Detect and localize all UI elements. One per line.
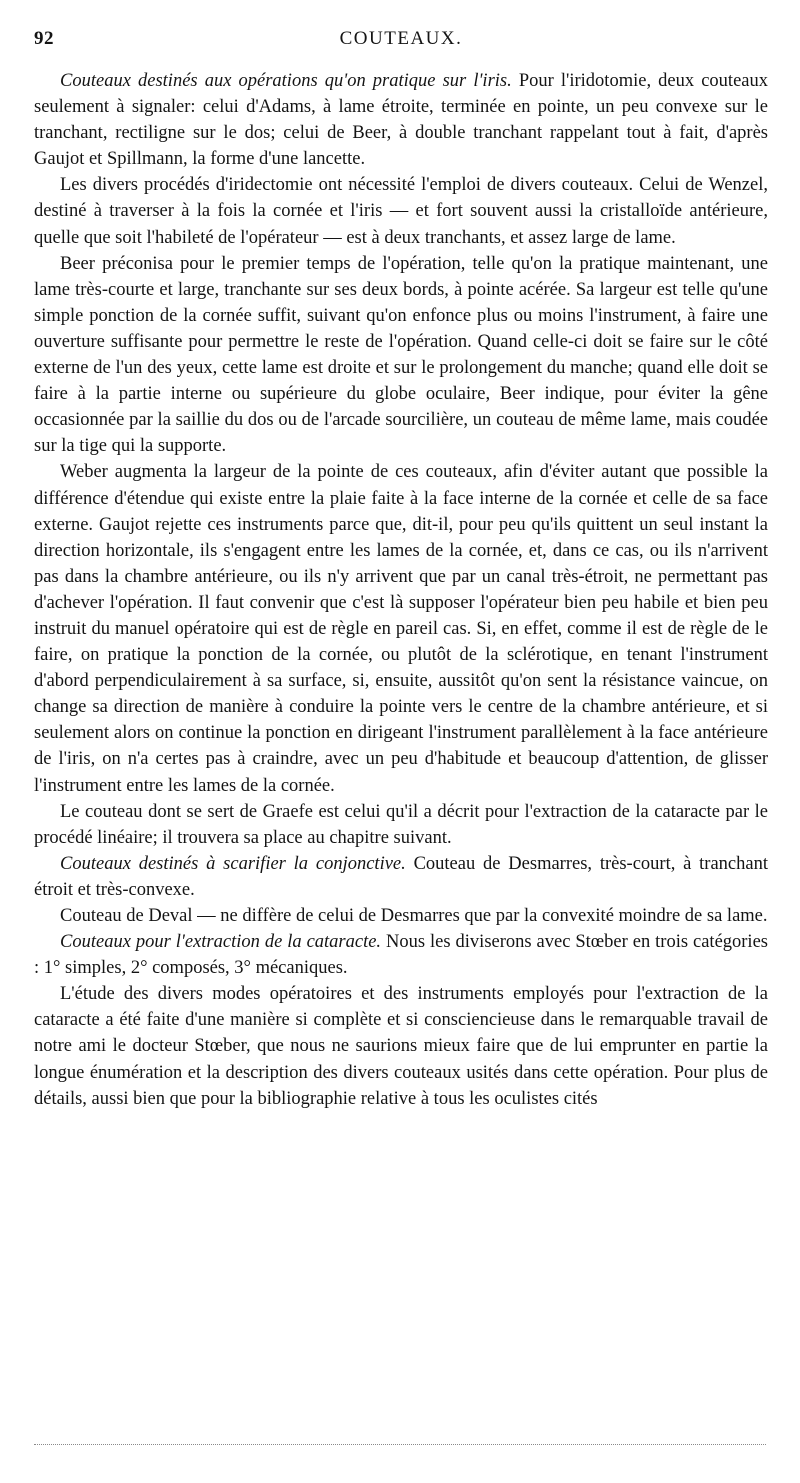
paragraph-text: Le couteau dont se sert de Graefe est celui qu'il a décrit pour l'extraction de la cataracte par le procédé linéaire; il trouvera sa place au chapitre suivant. (34, 801, 768, 848)
paragraph-text: Nous les diviserons avec Stœber en trois catégories : 1° simples, 2° composés, 3° mécaniques. (34, 932, 768, 979)
paragraph-text: Pour l'iridotomie, deux couteaux seulement à signaler: celui d'Adams, à lame étroite, terminée en pointe, un peu convexe sur le tranchant, rectiligne sur le dos; celui de Beer, à double tranchant rappelant tout à fait, d'après Gaujot et Spillmann, la forme d'une lancette. (34, 71, 768, 170)
paragraph-text: Beer préconisa pour le premier temps de l'opération, telle qu'on la pratique maintenant, une lame très-courte et large, tranchante sur ses deux bords, à pointe acérée. Sa largeur est telle qu'une simple ponction de la cornée suffit, suivant qu'on enfonce plus ou moins l'instrument, à faire une ouverture suffisante pour permettre le reste de l'opération. Quand celle-ci doit se faire sur le côté externe de l'un des yeux, cette lame est droite et sur le prolongement du manche; quand elle doit se faire à la partie interne ou supérieure du globe oculaire, Beer indique, pour éviter la gêne occasionnée par la saillie du dos ou de l'arcade sourcilière, un couteau de même lame, mais coudée sur la tige qui la supporte. (34, 253, 768, 457)
paragraph-text: Couteau de Desmarres, très-court, à tranchant étroit et très-convexe. (34, 853, 768, 900)
paragraph-beer (34, 251, 768, 460)
section-heading-cataract: Couteaux pour l'extraction de la cataracte. (60, 932, 382, 953)
running-header (34, 28, 768, 54)
paragraph-graefe (34, 799, 768, 851)
paragraph-conjunctiva (34, 851, 768, 903)
footer-dotted-rule (34, 1444, 766, 1445)
paragraph-deval (34, 903, 768, 929)
paragraph-text: Weber augmenta la largeur de la pointe de ces couteaux, afin d'éviter autant que possible la différence d'étendue qui existe entre la plaie faite à la face interne de la cornée et celle de sa face externe. Gaujot rejette ces instruments parce que, dit-il, pour peu qu'ils quittent un seul instant la direction horizontale, ils s'engagent entre les lames de la cornée, et, dans ce cas, ou ils n'arrivent pas dans la chambre antérieure, ou ils n'y arrivent que par un canal très-étroit, ne permettant pas d'achever l'opération. Il faut convenir que c'est là supposer l'opérateur bien peu habile et bien peu instruit du manuel opératoire qui est de règle en pareil cas. Si, en effet, comme il est de règle de le faire, on pratique la ponction de la cornée, ou plutôt de la sclérotique, en tenant l'instrument d'abord perpendiculairement à sa surface, si, ensuite, aussitôt qu'on sent la résistance vaincue, on change sa direction de manière à conduire la pointe vers le centre de la chambre antérieure, et si seulement alors on continue la ponction en dirigeant l'instrument parallèlement à la face antérieure de l'iris, on n'a certes pas à craindre, avec un peu d'habitude et beaucoup d'attention, de glisser l'instrument entre les lames de la cornée. (34, 462, 768, 796)
paragraph-text: L'étude des divers modes opératoires et des instruments employés pour l'extraction de la cataracte a été faite d'une manière si complète et si consciencieuse dans le remarquable travail de notre ami le docteur Stœber, que nous ne saurions mieux faire que de lui emprunter en partie la longue énumération et la description des divers couteaux usités dans cette opération. Pour plus de détails, aussi bien que pour la bibliographie relative à tous les oculistes cités (34, 984, 768, 1109)
section-heading-conjunctiva: Couteaux destinés à scarifier la conjonctive. (60, 853, 406, 874)
book-page (34, 28, 768, 1112)
paragraph-iridectomy (34, 172, 768, 250)
paragraph-text: Les divers procédés d'iridectomie ont nécessité l'emploi de divers couteaux. Celui de Wenzel, destiné à traverser à la fois la cornée et l'iris — et fort souvent aussi la cristalloïde antérieure, quelle que soit l'habileté de l'opérateur — est à deux tranchants, et assez large de lame. (34, 175, 768, 248)
page-number: 92 (34, 28, 54, 49)
paragraph-iris-knives (34, 68, 768, 172)
body-text (34, 68, 768, 1112)
paragraph-cataract (34, 929, 768, 981)
paragraph-stoeber (34, 981, 768, 1111)
section-heading-iris: Couteaux destinés aux opérations qu'on pratique sur l'iris. (60, 71, 512, 91)
paragraph-text: Couteau de Deval — ne diffère de celui de Desmarres que par la convexité moindre de sa lame. (60, 906, 768, 926)
running-title: COUTEAUX. (339, 28, 463, 49)
paragraph-weber (34, 459, 768, 798)
